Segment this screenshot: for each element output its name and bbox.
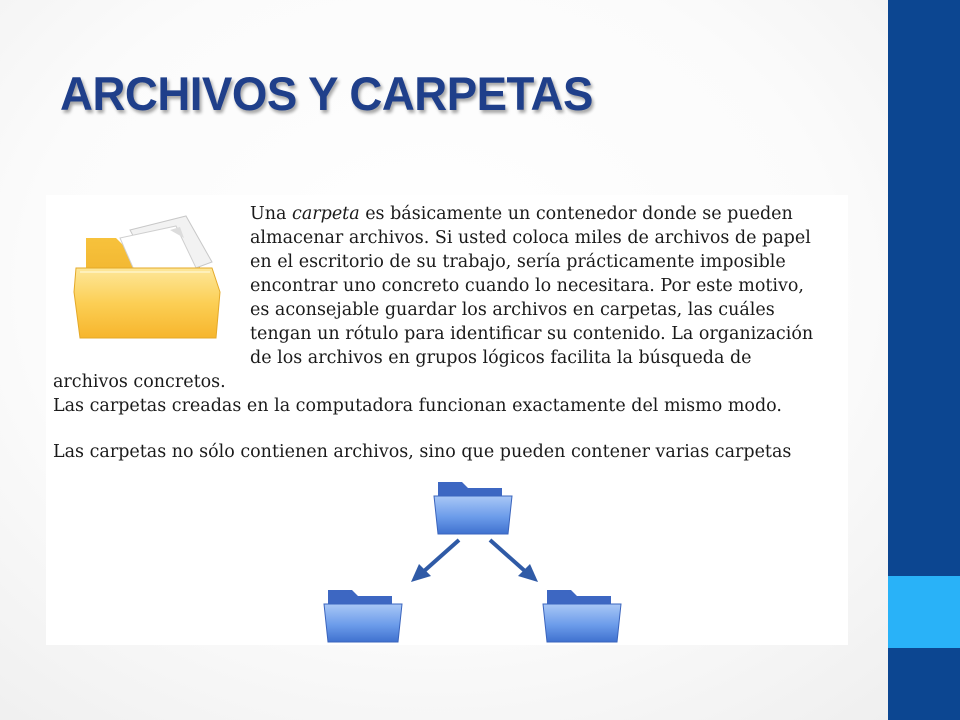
arrow-down-right-icon	[484, 536, 544, 586]
body-line-nested-folders: Las carpetas no sólo contienen archivos, sino que pueden contener varias carpetas	[53, 442, 792, 462]
paragraph-line-3: en el escritorio de su trabajo, sería prácticamente imposible	[250, 252, 786, 272]
blue-folder-icon	[432, 478, 516, 536]
body-line-same-mode: Las carpetas creadas en la computadora funcionan exactamente del mismo modo.	[53, 396, 782, 416]
paragraph-line-4: encontrar uno concreto cuando lo necesitara. Por este motivo,	[250, 276, 804, 296]
paragraph-line-8: archivos concretos.	[53, 372, 226, 392]
blue-folder-icon	[322, 586, 406, 644]
arrow-down-left-icon	[405, 536, 465, 586]
open-folder-with-documents-icon	[72, 210, 222, 345]
slide-title: ARCHIVOS Y CARPETAS	[60, 67, 593, 120]
paragraph-line-7: de los archivos en grupos lógicos facilita la búsqueda de	[250, 348, 752, 368]
paragraph-line-2: almacenar archivos. Si usted coloca miles de archivos de papel	[250, 228, 811, 248]
paragraph-line-5: es aconsejable guardar los archivos en carpetas, las cuáles	[250, 300, 775, 320]
sidebar-accent-block	[888, 576, 960, 648]
blue-folder-icon	[541, 586, 625, 644]
paragraph-line-1: Una carpeta es básicamente un contenedor donde se pueden	[250, 204, 793, 224]
text-crop-edge	[806, 440, 818, 462]
paragraph-line-6: tengan un rótulo para identificar su contenido. La organización	[250, 324, 814, 344]
